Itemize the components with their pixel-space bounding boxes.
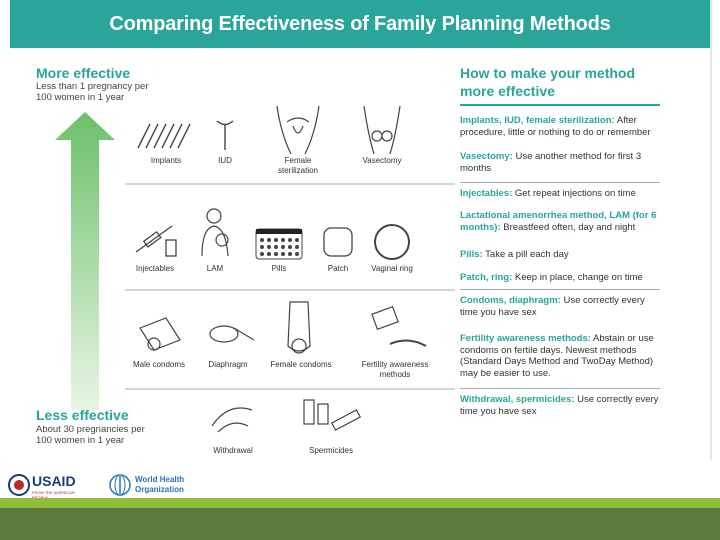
female-condoms-label: Female condoms — [270, 360, 332, 369]
usaid-tagline: FROM THE AMERICAN — [32, 490, 75, 495]
tip-implants — [460, 115, 665, 138]
tip-fertility — [460, 333, 665, 379]
tip-divider — [460, 182, 660, 183]
tip-condoms-text: Use correctly every time you have sex — [460, 295, 645, 318]
tip-withdrawal — [460, 394, 665, 417]
tip-patch-ring-text: Keep in place, change on time — [512, 272, 643, 283]
tip-divider — [460, 388, 660, 389]
effectiveness-arrow-icon — [55, 112, 115, 410]
tip-condoms — [460, 295, 665, 318]
who-logo — [108, 472, 198, 500]
injectables-icon — [132, 218, 184, 258]
more-effective-note-2: 100 women in 1 year — [36, 92, 125, 103]
diaphragm-icon — [204, 318, 256, 348]
usaid-logo — [8, 472, 88, 500]
vasectomy-icon — [360, 104, 404, 156]
tip-pills — [460, 249, 665, 261]
tip-pills-title: Pills: — [460, 249, 483, 260]
patch-label: Patch — [327, 264, 349, 273]
tip-lam-title: Lactational amenorrhea method, LAM (for 6 months): — [460, 210, 657, 233]
implants-label: Implants — [150, 156, 182, 165]
how-to-heading — [460, 64, 660, 100]
spermicides-icon — [300, 396, 364, 436]
tip-implants-title: Implants, IUD, female sterilization: — [460, 115, 615, 126]
tip-pills-text: Take a pill each day — [482, 249, 569, 260]
tip-injectables-title: Injectables: — [460, 188, 513, 199]
less-effective-note-2: 100 women in 1 year — [36, 435, 125, 446]
tip-withdrawal-text: Use correctly every time you have sex — [460, 394, 659, 417]
tier-divider — [125, 183, 455, 185]
male-condoms-label: Male condoms — [132, 360, 186, 369]
lam-label: LAM — [206, 264, 224, 273]
implants-icon — [132, 118, 196, 152]
who-name-line-2: Organization — [135, 485, 184, 494]
female-sterilization-icon — [273, 104, 323, 156]
tip-patch-ring — [460, 272, 665, 284]
diaphragm-label: Diaphragm — [208, 360, 248, 369]
vasectomy-label: Vasectomy — [362, 156, 402, 165]
vaginal-ring-icon — [372, 222, 412, 262]
tip-injectables — [460, 188, 665, 200]
heading-rule — [460, 104, 660, 106]
tip-implants-text: After procedure, little or nothing to do or remember — [460, 115, 651, 138]
tip-vasectomy-text: Use another method for first 3 months — [460, 151, 642, 174]
withdrawal-icon — [208, 396, 256, 436]
vaginal-ring-label: Vaginal ring — [371, 264, 413, 273]
footer-accent — [0, 498, 720, 508]
fertility-awareness-label-2: methods — [379, 370, 411, 379]
title-bar — [10, 0, 712, 48]
less-effective-note-1: About 30 pregnancies per — [36, 424, 145, 435]
patch-icon — [322, 226, 354, 258]
tip-withdrawal-title: Withdrawal, spermicides: — [460, 394, 575, 405]
spermicides-label: Spermicides — [308, 446, 353, 455]
male-condoms-icon — [136, 314, 184, 354]
fertility-awareness-icon — [368, 306, 428, 354]
withdrawal-label: Withdrawal — [213, 446, 253, 455]
tip-lam — [460, 210, 665, 233]
usaid-seal-icon — [8, 474, 30, 496]
usaid-wordmark: USAID — [32, 473, 76, 489]
tip-fertility-text: Abstain or use condoms on fertile days. Newest methods (Standard Days Method and TwoDay Method) may be easier to use. — [460, 333, 654, 379]
injectables-label: Injectables — [135, 264, 175, 273]
page-title: Comparing Effectiveness of Family Planning Methods — [109, 13, 611, 35]
pills-icon — [255, 228, 303, 260]
who-name-line-1: World Health — [135, 475, 185, 484]
tip-vasectomy-title: Vasectomy: — [460, 151, 513, 162]
more-effective-note-1: Less than 1 pregnancy per — [36, 81, 149, 92]
tip-fertility-title: Fertility awareness methods: — [460, 333, 591, 344]
how-to-heading-line-2: more effective — [460, 83, 555, 99]
fertility-awareness-label-1: Fertility awareness — [361, 360, 429, 369]
tier-divider — [125, 289, 455, 291]
iud-label: IUD — [218, 156, 232, 165]
tip-patch-ring-title: Patch, ring: — [460, 272, 513, 283]
iud-icon — [214, 116, 236, 154]
more-effective-label: More effective — [36, 65, 131, 81]
lam-icon — [196, 206, 236, 260]
less-effective-label: Less effective — [36, 407, 129, 423]
tip-divider — [460, 289, 660, 290]
tip-injectables-text: Get repeat injections on time — [512, 188, 636, 199]
who-emblem-icon — [108, 473, 132, 497]
tip-condoms-title: Condoms, diaphragm: — [460, 295, 561, 306]
how-to-heading-line-1: How to make your method — [460, 65, 636, 81]
female-sterilization-label-2: sterilization — [277, 166, 318, 175]
female-sterilization-label-1: Female — [284, 156, 312, 165]
female-condoms-icon — [284, 298, 314, 358]
pills-label: Pills — [271, 264, 287, 273]
tip-vasectomy — [460, 151, 665, 174]
tier-divider — [125, 388, 455, 390]
tip-lam-text: Breastfeed often, day and night — [500, 221, 636, 233]
